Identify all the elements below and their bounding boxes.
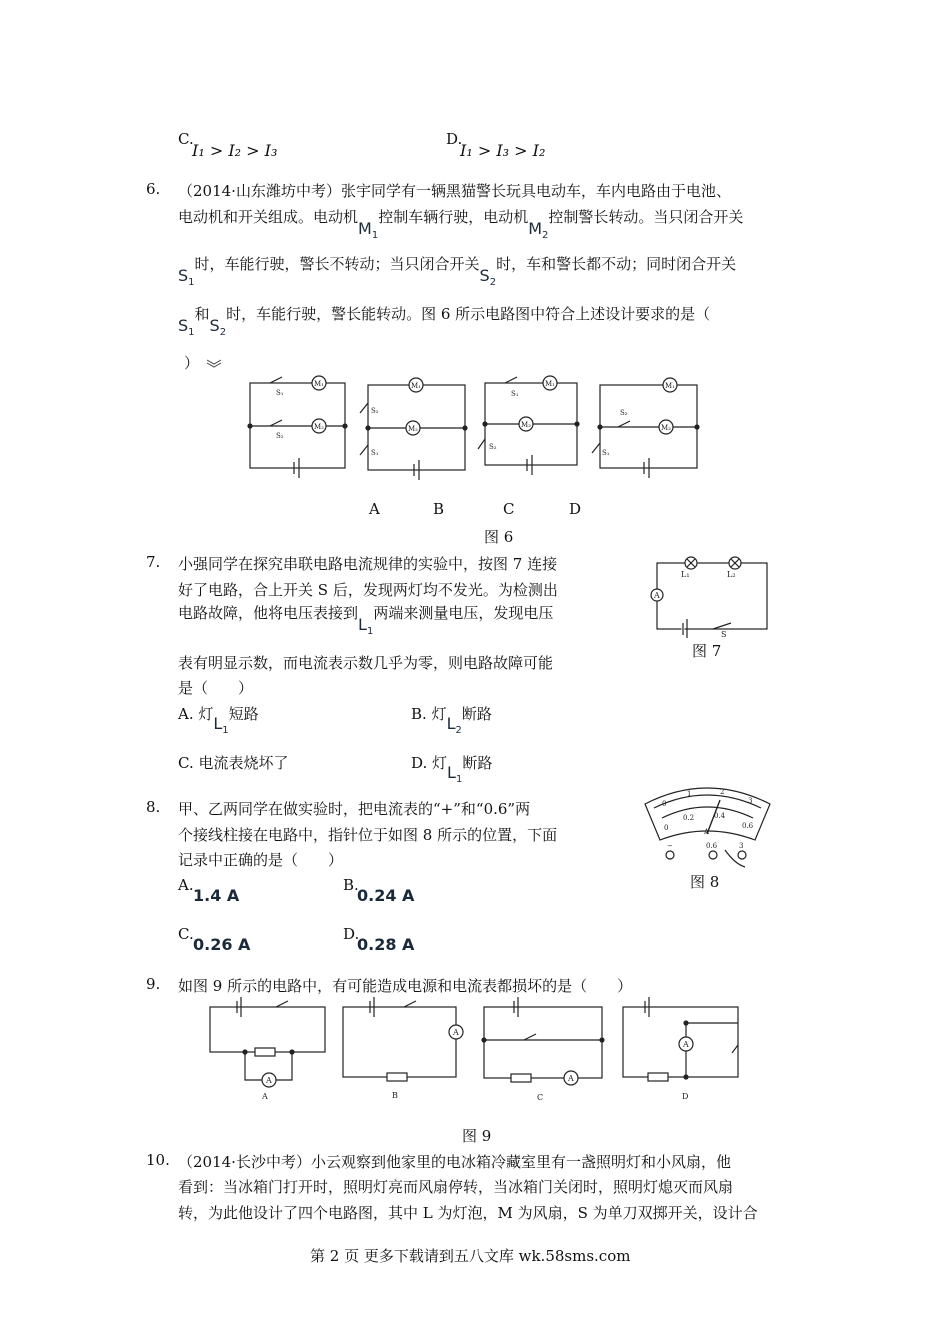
svg-text:S₁: S₁ [511,390,519,398]
scale-top-3: 3 [748,797,753,805]
scale-bottom-0: 0 [664,824,669,832]
fig6-label-a: A [369,500,380,518]
svg-text:S₂: S₂ [276,432,284,440]
symbol-l1: $L_1$ [447,763,463,785]
fig6-caption: 图 6 [484,528,514,546]
q6-line4: $S_1$和$S_2$时，车能行驶，警长能转动。图 6 所示电路图中符合上述设计要求的是（ [178,305,711,338]
fig9-label-d: D [682,1092,689,1101]
q7-line5: 是（ ） [178,679,254,697]
symbol-l1: $L_1$ [358,615,374,637]
q8-number: 8. [146,798,161,816]
q8-option-c-value: 0.26 A [193,935,251,954]
q8-option-c-label: C. [178,925,194,943]
figure-9-circuits [200,995,750,1115]
page-footer: 第 2 页 更多下载请到五八文库 wk.58sms.com [310,1247,631,1265]
symbol-m2: $M_2$ [528,219,549,241]
fig9-a-meter: A [266,1076,272,1085]
fig7-l1-label: L₁ [681,570,690,579]
symbol-s2: $S_2$ [209,316,227,338]
q10-line3: 转，为此他设计了四个电路图，其中 L 为灯泡，M 为风扇，S 为单刀双掷开关，设计合 [178,1204,758,1222]
q5-option-d-math: I₁ > I₃ > I₂ [460,141,546,160]
q7-number: 7. [146,553,161,571]
terminal-3: 3 [739,842,744,850]
scale-top-1: 1 [687,790,692,798]
fig9-label-c: C [537,1093,544,1102]
symbol-l2: $L_2$ [446,714,462,736]
q8-option-a-label: A. [178,876,194,894]
svg-text:M₂: M₂ [521,421,531,429]
fig7-ammeter-label: A [654,591,660,600]
svg-text:S₂: S₂ [371,407,379,415]
svg-text:M₁: M₁ [314,380,324,388]
scale-top-0: 0 [662,800,667,808]
fig9-caption: 图 9 [462,1127,492,1145]
q10-number: 10. [146,1151,170,1169]
figure-8-ammeter [640,782,775,872]
symbol-s1: $S_1$ [178,316,195,338]
q7-line4: 表有明显示数，而电流表示数几乎为零，则电路故障可能 [178,654,554,672]
fig6-label-d: D [569,500,582,518]
q10-line1: （2014·长沙中考）小云观察到他家里的电冰箱冷藏室里有一盏照明灯和小风扇，他 [178,1153,731,1171]
q8-option-d-label: D. [343,925,360,943]
figure-7-circuit [645,553,775,638]
fig9-label-a: A [262,1092,268,1101]
fig6-label-c: C [503,500,515,518]
option-label: D. [446,130,463,148]
q7-line3: 电路故障，他将电压表接到$L_1$两端来测量电压，发现电压 [178,604,554,637]
svg-text:S₂: S₂ [620,409,628,417]
fig9-label-b: B [392,1091,398,1100]
scale-bottom-1: 0.2 [683,814,695,822]
q6-line5: ） [184,352,223,373]
fig7-s-label: S [721,630,727,638]
svg-text:M₁: M₁ [411,382,421,390]
option-label: C. [178,130,194,148]
q8-option-b-value: 0.24 A [357,886,415,905]
q7-option-d: D. 灯$L_1$断路 [411,754,493,785]
q6-line2: 电动机和开关组成。电动机$M_1$控制车辆行驶，电动机$M_2$控制警长转动。当只闭合开关 [178,208,744,241]
svg-text:S₁: S₁ [371,449,379,457]
q8-option-a-value: 1.4 A [193,886,240,905]
double-chevron-icon [205,358,223,368]
q6-number: 6. [146,180,161,198]
terminal-minus: − [667,842,673,850]
q8-option-d-value: 0.28 A [357,935,415,954]
fig7-l2-label: L₂ [727,570,736,579]
terminal-06: 0.6 [706,842,718,850]
q8-line2: 个接线柱接在电路中，指针位于如图 8 所示的位置，下面 [178,826,558,844]
scale-bottom-2: 0.4 [714,812,726,820]
svg-text:M₁: M₁ [665,382,675,390]
fig9-c-meter: A [568,1074,574,1083]
q7-line2: 好了电路，合上开关 S 后，发现两灯均不发光。为检测出 [178,581,558,599]
symbol-l1: $L_1$ [213,714,229,736]
q6-line1: （2014·山东潍坊中考）张宇同学有一辆黑猫警长玩具电动车，车内电路由于电池、 [178,182,731,200]
svg-text:S₁: S₁ [276,389,284,397]
svg-text:S₂: S₂ [489,443,497,451]
figure-6-circuits [240,375,710,485]
svg-text:M₂: M₂ [408,425,418,433]
q9-line1: 如图 9 所示的电路中，有可能造成电源和电流表都损坏的是（ ） [178,977,633,995]
q5-option-c-math: I₁ > I₂ > I₃ [192,141,278,160]
fig7-caption: 图 7 [692,642,722,660]
scale-bottom-3: 0.6 [742,822,754,830]
meter-unit: A [704,828,710,836]
fig9-b-meter: A [453,1028,459,1037]
q7-line1: 小强同学在探究串联电路电流规律的实验中，按图 7 连接 [178,555,558,573]
q10-line2: 看到：当冰箱门打开时，照明灯亮而风扇停转，当冰箱门关闭时，照明灯熄灭而风扇 [178,1178,734,1196]
svg-text:S₁: S₁ [602,449,610,457]
symbol-s1: $S_1$ [178,266,195,288]
fig6-label-b: B [433,500,445,518]
fig8-caption: 图 8 [690,873,720,891]
q7-option-c: C. 电流表烧坏了 [178,754,289,772]
svg-text:M₂: M₂ [661,424,671,432]
q9-number: 9. [146,975,161,993]
symbol-m1: $M_1$ [358,219,379,241]
fig9-d-meter: A [683,1040,689,1049]
q7-option-b: B. 灯$L_2$断路 [411,705,492,736]
svg-text:M₁: M₁ [545,380,555,388]
q8-line1: 甲、乙两同学在做实验时，把电流表的“+”和“0.6”两 [178,800,531,818]
svg-text:M₂: M₂ [314,423,324,431]
q6-line3: $S_1$时，车能行驶，警长不转动；当只闭合开关$S_2$时，车和警长都不动；同时闭合开关 [178,255,737,288]
q7-option-a: A. 灯$L_1$短路 [178,705,259,736]
q8-option-b-label: B. [343,876,359,894]
symbol-s2: $S_2$ [479,266,497,288]
scale-top-2: 2 [720,788,725,796]
q8-line3: 记录中正确的是（ ） [178,851,344,869]
